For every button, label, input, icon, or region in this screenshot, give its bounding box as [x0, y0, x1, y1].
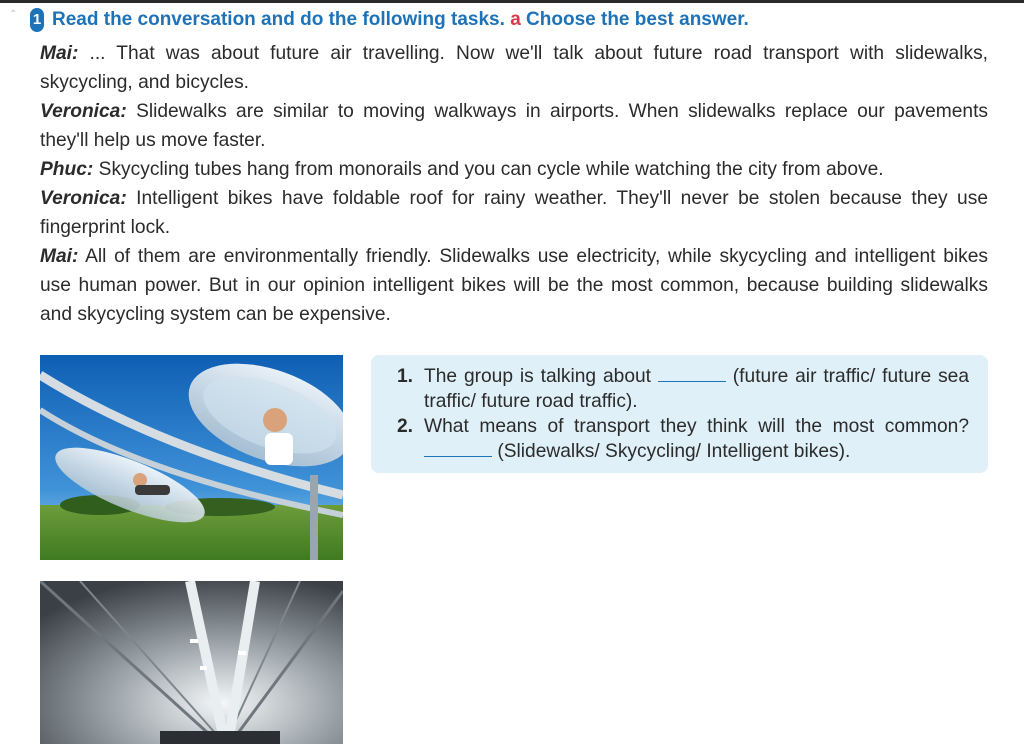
- dialogue-text: Slidewalks are similar to moving walkways in airports. When slidewalks replace our pavements they'll help us move faster.: [40, 101, 988, 151]
- dialogue-line: [40, 39, 988, 97]
- skycycling-photo: [40, 355, 343, 560]
- exercise-instruction: Read the conversation and do the following tasks.: [52, 9, 505, 30]
- speaker-name: Phuc:: [40, 159, 94, 180]
- sub-task-letter: a: [510, 9, 521, 30]
- speaker-name: Veronica:: [40, 101, 127, 122]
- slidewalk-photo: [40, 581, 343, 744]
- dialogue-line: [40, 184, 988, 242]
- dialogue-text: Skycycling tubes hang from monorails and you can cycle while watching the city from above.: [98, 159, 884, 180]
- dialogue-text: ... That was about future air travelling. Now we'll talk about future road transport with slidewalks, skycycling, and bicycles.: [40, 43, 988, 93]
- exercise-heading: [52, 8, 749, 32]
- task-question: What means of transport they think will the most common?: [424, 416, 969, 437]
- dialogue-line: [40, 155, 988, 184]
- task-options: (Slidewalks/ Skycycling/ Intelligent bikes).: [497, 441, 851, 462]
- task-number: 2.: [397, 416, 414, 437]
- answer-blank[interactable]: [658, 365, 726, 382]
- task-item: [397, 414, 969, 464]
- dialogue-line: [40, 97, 988, 155]
- task-options: (future air traffic/ future sea traffic/ future road traffic).: [424, 366, 969, 412]
- exercise-number-badge: 1: [30, 8, 44, 32]
- speaker-name: Mai:: [40, 43, 79, 64]
- task-box: [371, 355, 988, 473]
- answer-blank[interactable]: [424, 440, 492, 457]
- caret-up-icon[interactable]: ⌃: [9, 9, 18, 20]
- task-item: [397, 364, 969, 414]
- speaker-name: Veronica:: [40, 188, 127, 209]
- speaker-name: Mai:: [40, 246, 79, 267]
- dialogue-line: [40, 242, 988, 329]
- dialogue-text: Intelligent bikes have foldable roof for rainy weather. They'll never be stolen because they use fingerprint lock.: [40, 188, 988, 238]
- conversation: [40, 39, 988, 329]
- task-question: The group is talking about: [424, 366, 652, 387]
- dialogue-text: All of them are environmentally friendly. Slidewalks use electricity, while skycycling and intelligent bikes use human power. But in our opinion intelligent bikes will be the most common, because building slidewalks and skycycling system can be expensive.: [40, 246, 988, 325]
- sub-task-instruction: Choose the best answer.: [526, 9, 749, 30]
- task-number: 1.: [397, 366, 414, 387]
- task-list: [397, 364, 969, 464]
- top-divider: [0, 0, 1024, 3]
